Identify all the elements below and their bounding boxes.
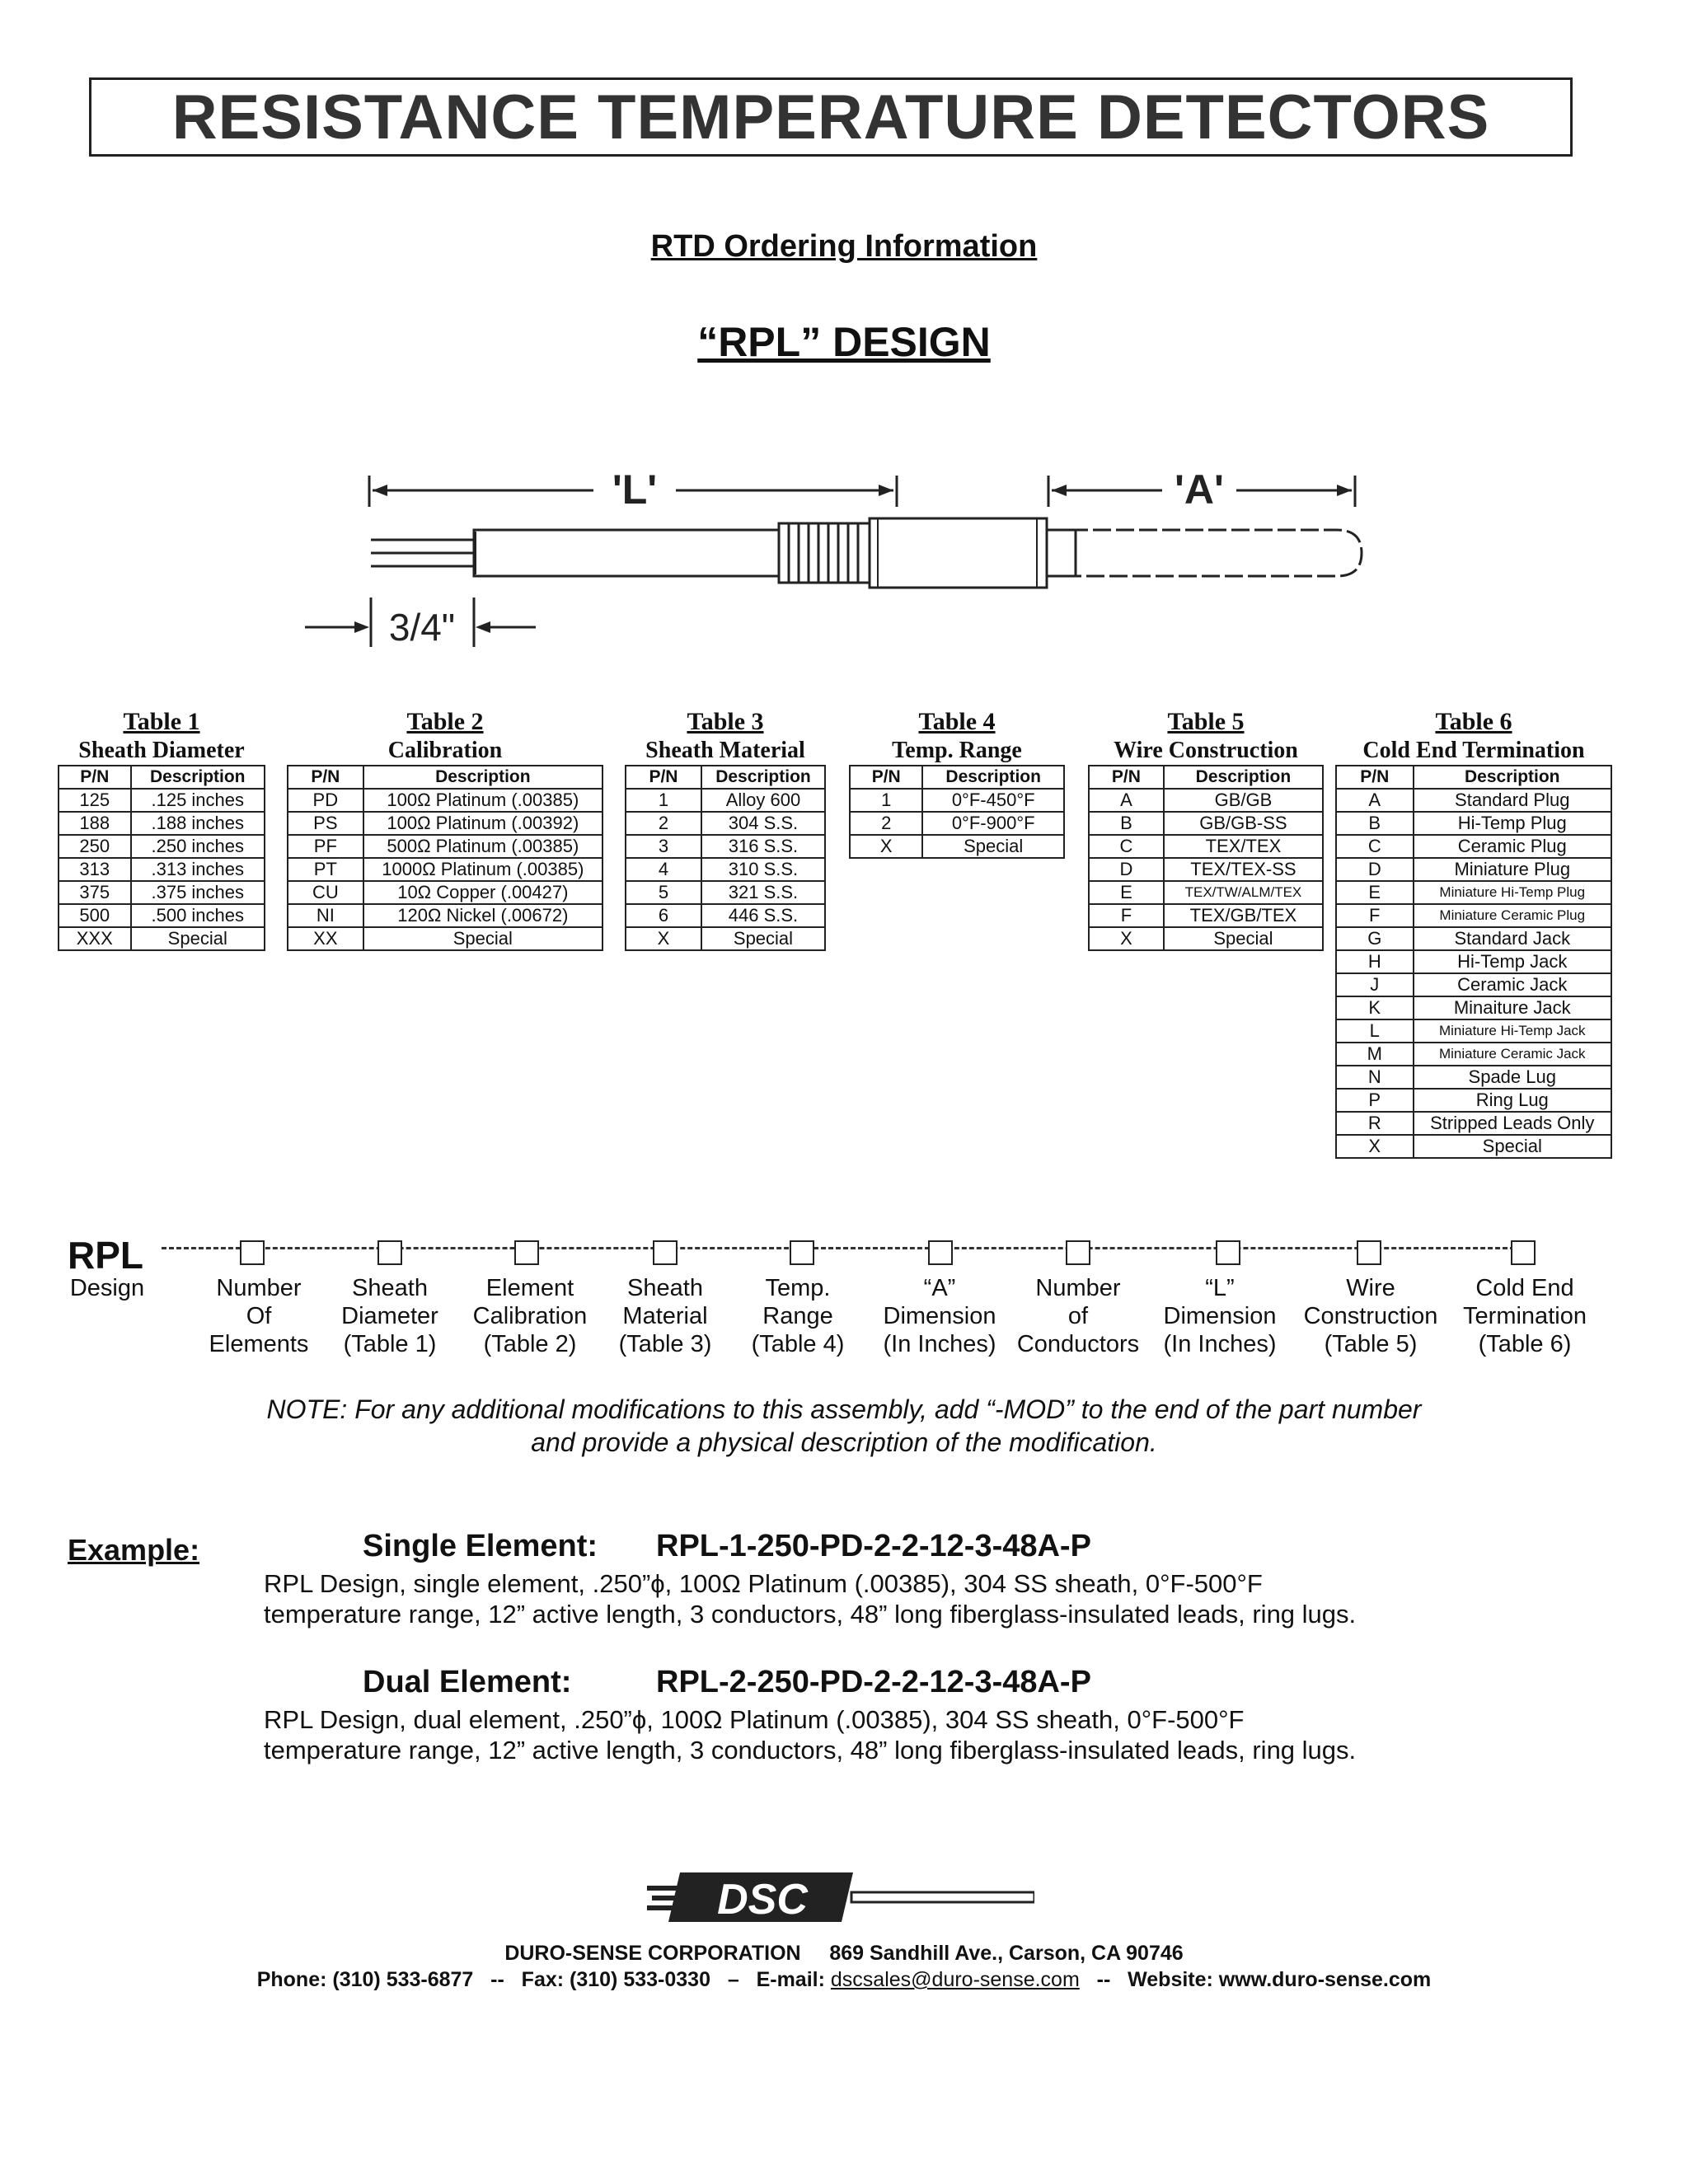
cell-pn: N bbox=[1336, 1066, 1414, 1089]
cell-description: Miniature Ceramic Jack bbox=[1414, 1043, 1611, 1066]
table-row bbox=[59, 835, 265, 858]
cell-description: Special bbox=[701, 927, 825, 950]
company-address: 869 Sandhill Ave., Carson, CA 90746 bbox=[829, 1942, 1184, 1965]
cell-description: Alloy 600 bbox=[701, 789, 825, 812]
cell-description: Hi-Temp Jack bbox=[1414, 950, 1611, 973]
table-row bbox=[59, 927, 265, 950]
cell-description: Miniature Hi-Temp Jack bbox=[1414, 1019, 1611, 1043]
table-subtitle: Wire Construction bbox=[1114, 738, 1298, 763]
cell-pn: 375 bbox=[59, 881, 131, 904]
cell-pn: E bbox=[1336, 881, 1414, 904]
cell-pn: J bbox=[1336, 973, 1414, 996]
probe-tip bbox=[1047, 530, 1362, 576]
table-row bbox=[59, 904, 265, 927]
table-row bbox=[1336, 1112, 1611, 1135]
cell-pn: 250 bbox=[59, 835, 131, 858]
cell-description: 316 S.S. bbox=[701, 835, 825, 858]
dim-lead-arrow-left bbox=[354, 621, 369, 633]
table-title: Table 1 bbox=[123, 708, 200, 735]
dim-l-arrow-left bbox=[373, 485, 387, 496]
table-row bbox=[1089, 789, 1323, 812]
field-label-sheath-diameter: Sheath Diameter (Table 1) bbox=[341, 1275, 438, 1357]
cell-pn: A bbox=[1089, 789, 1164, 812]
cell-pn: NI bbox=[288, 904, 363, 927]
table-row bbox=[1336, 904, 1611, 927]
temp-range-table bbox=[849, 765, 1065, 859]
page-title: RESISTANCE TEMPERATURE DETECTORS bbox=[171, 82, 1490, 152]
table-2 bbox=[287, 707, 603, 951]
cell-description: 500Ω Platinum (.00385) bbox=[363, 835, 603, 858]
field-label-elements: Number Of Elements bbox=[209, 1275, 309, 1357]
table-5 bbox=[1088, 707, 1324, 951]
cell-description: .125 inches bbox=[131, 789, 265, 812]
website: Website: www.duro-sense.com bbox=[1128, 1968, 1432, 1991]
cell-description: Minaiture Jack bbox=[1414, 996, 1611, 1019]
cell-description: .500 inches bbox=[131, 904, 265, 927]
dim-l-arrow-right bbox=[879, 485, 893, 496]
table-subtitle: Sheath Diameter bbox=[78, 738, 245, 763]
table-row bbox=[1336, 973, 1611, 996]
cell-description: Special bbox=[1164, 927, 1323, 950]
cell-description: 446 S.S. bbox=[701, 904, 825, 927]
single-element-description bbox=[264, 1568, 1356, 1629]
col-description: Description bbox=[363, 766, 603, 789]
table-6 bbox=[1335, 707, 1612, 1159]
cell-pn: PF bbox=[288, 835, 363, 858]
cell-pn: L bbox=[1336, 1019, 1414, 1043]
design-title: “RPL” DESIGN bbox=[697, 319, 991, 365]
cell-pn: P bbox=[1336, 1089, 1414, 1112]
pn-box-sheath-material bbox=[653, 1240, 678, 1265]
dim-lead-arrow-right bbox=[476, 621, 490, 633]
cell-description: 321 S.S. bbox=[701, 881, 825, 904]
field-label-l-dimension: “L” Dimension (In Inches) bbox=[1163, 1275, 1277, 1357]
cell-description: TEX/TEX bbox=[1164, 835, 1323, 858]
table-row bbox=[288, 835, 603, 858]
table-row bbox=[1336, 1089, 1611, 1112]
field-label-a-dimension: “A” Dimension (In Inches) bbox=[883, 1275, 996, 1357]
col-description: Description bbox=[131, 766, 265, 789]
fax: Fax: (310) 533-0330 bbox=[521, 1968, 710, 1991]
description-line: RPL Design, dual element, .250”ϕ, 100Ω Platinum (.00385), 304 SS sheath, 0°F-500°F bbox=[264, 1705, 1245, 1734]
table-row bbox=[1089, 812, 1323, 835]
table-3 bbox=[625, 707, 826, 951]
cell-pn: CU bbox=[288, 881, 363, 904]
table-subtitle: Calibration bbox=[387, 738, 503, 763]
cell-pn: PS bbox=[288, 812, 363, 835]
table-row bbox=[850, 835, 1064, 858]
dual-element-code: RPL-2-250-PD-2-2-12-3-48A-P bbox=[656, 1665, 1091, 1699]
cell-pn: H bbox=[1336, 950, 1414, 973]
table-subtitle: Temp. Range bbox=[892, 738, 1022, 763]
field-label-wire-construction: Wire Construction (Table 5) bbox=[1303, 1275, 1438, 1357]
table-row bbox=[59, 858, 265, 881]
dim-l-label: 'L' bbox=[612, 466, 658, 513]
table-row bbox=[1336, 996, 1611, 1019]
sheath-diameter-table bbox=[58, 765, 265, 951]
cell-description: 310 S.S. bbox=[701, 858, 825, 881]
table-row bbox=[1336, 835, 1611, 858]
table-row bbox=[1336, 789, 1611, 812]
description-line: temperature range, 12” active length, 3 conductors, 48” long fiberglass-insulated leads, ring lugs. bbox=[264, 1600, 1357, 1629]
cell-pn: X bbox=[850, 835, 922, 858]
cell-description: Spade Lug bbox=[1414, 1066, 1611, 1089]
single-element-code: RPL-1-250-PD-2-2-12-3-48A-P bbox=[656, 1529, 1091, 1563]
table-row bbox=[288, 904, 603, 927]
col-pn: P/N bbox=[288, 766, 363, 789]
calibration-table bbox=[287, 765, 603, 951]
dim-lead-label: 3/4" bbox=[388, 606, 456, 649]
table-row bbox=[626, 835, 825, 858]
cell-pn: XXX bbox=[59, 927, 131, 950]
table-row bbox=[626, 812, 825, 835]
cell-description: 100Ω Platinum (.00385) bbox=[363, 789, 603, 812]
table-row bbox=[288, 858, 603, 881]
logo-text: DSC bbox=[717, 1876, 808, 1924]
email-label: E-mail: bbox=[756, 1968, 825, 1991]
subtitle: RTD Ordering Information bbox=[650, 229, 1038, 264]
table-row bbox=[1089, 858, 1323, 881]
cell-pn: X bbox=[1089, 927, 1164, 950]
single-element-label: Single Element: bbox=[363, 1529, 598, 1563]
part-number-prefix: RPL bbox=[68, 1234, 143, 1277]
cell-description: Standard Plug bbox=[1414, 789, 1611, 812]
col-pn: P/N bbox=[626, 766, 701, 789]
col-pn: P/N bbox=[850, 766, 922, 789]
cell-description: Stripped Leads Only bbox=[1414, 1112, 1611, 1135]
field-label-temp-range: Temp. Range (Table 4) bbox=[751, 1275, 845, 1357]
cell-pn: 188 bbox=[59, 812, 131, 835]
description-line: temperature range, 12” active length, 3 conductors, 48” long fiberglass-insulated leads, ring lugs. bbox=[264, 1736, 1357, 1765]
cell-description: .375 inches bbox=[131, 881, 265, 904]
col-description: Description bbox=[701, 766, 825, 789]
cell-pn: C bbox=[1336, 835, 1414, 858]
cell-pn: G bbox=[1336, 927, 1414, 950]
table-row bbox=[1089, 904, 1323, 927]
cell-description: 120Ω Nickel (.00672) bbox=[363, 904, 603, 927]
col-description: Description bbox=[922, 766, 1064, 789]
table-row bbox=[288, 881, 603, 904]
table-row bbox=[288, 927, 603, 950]
table-title: Table 3 bbox=[687, 708, 764, 735]
cell-pn: K bbox=[1336, 996, 1414, 1019]
cell-description: .313 inches bbox=[131, 858, 265, 881]
table-subtitle: Cold End Termination bbox=[1362, 738, 1585, 763]
table-row bbox=[1336, 927, 1611, 950]
table-row bbox=[1089, 881, 1323, 904]
table-row bbox=[1336, 1135, 1611, 1158]
table-row bbox=[1336, 1066, 1611, 1089]
field-label-conductors: Number of Conductors bbox=[1016, 1275, 1140, 1357]
threaded-fitting bbox=[779, 523, 870, 583]
cell-pn: F bbox=[1336, 904, 1414, 927]
cell-pn: PT bbox=[288, 858, 363, 881]
table-row bbox=[850, 789, 1064, 812]
cell-pn: X bbox=[1336, 1135, 1414, 1158]
table-4 bbox=[849, 707, 1065, 859]
col-description: Description bbox=[1164, 766, 1323, 789]
pn-box-temp-range bbox=[790, 1240, 814, 1265]
table-row bbox=[626, 789, 825, 812]
cell-pn: 125 bbox=[59, 789, 131, 812]
description-line: RPL Design, single element, .250”ϕ, 100Ω Platinum (.00385), 304 SS sheath, 0°F-500°F bbox=[264, 1569, 1263, 1598]
col-pn: P/N bbox=[1089, 766, 1164, 789]
pn-box-wire-construction bbox=[1357, 1240, 1381, 1265]
cell-description: GB/GB bbox=[1164, 789, 1323, 812]
pn-box-calibration bbox=[514, 1240, 539, 1265]
cell-description: TEX/TW/ALM/TEX bbox=[1164, 881, 1323, 904]
cell-pn: 313 bbox=[59, 858, 131, 881]
table-row bbox=[1336, 1043, 1611, 1066]
cell-pn: D bbox=[1089, 858, 1164, 881]
table-row bbox=[59, 789, 265, 812]
cell-pn: XX bbox=[288, 927, 363, 950]
table-subtitle: Sheath Material bbox=[645, 738, 805, 763]
cell-pn: X bbox=[626, 927, 701, 950]
dim-a-arrow-left bbox=[1052, 485, 1067, 496]
table-row bbox=[850, 812, 1064, 835]
table-row bbox=[59, 881, 265, 904]
cell-description: 10Ω Copper (.00427) bbox=[363, 881, 603, 904]
field-label-calibration: Element Calibration (Table 2) bbox=[472, 1275, 588, 1357]
company-logo bbox=[647, 1863, 1034, 1929]
cell-description: TEX/GB/TEX bbox=[1164, 904, 1323, 927]
field-label-design: Design bbox=[69, 1275, 145, 1301]
col-pn: P/N bbox=[59, 766, 131, 789]
cell-pn: 6 bbox=[626, 904, 701, 927]
rtd-diagram bbox=[297, 457, 1385, 655]
table-row bbox=[626, 904, 825, 927]
dual-element-description bbox=[264, 1704, 1356, 1765]
cold-end-termination-table bbox=[1335, 765, 1612, 1159]
modification-note bbox=[0, 1393, 1688, 1459]
cell-description: TEX/TEX-SS bbox=[1164, 858, 1323, 881]
field-label-sheath-material: Sheath Material (Table 3) bbox=[618, 1275, 712, 1357]
pn-box-cold-end bbox=[1511, 1240, 1536, 1265]
cell-description: Ceramic Plug bbox=[1414, 835, 1611, 858]
cell-pn: 2 bbox=[626, 812, 701, 835]
table-row bbox=[288, 789, 603, 812]
cell-description: Special bbox=[131, 927, 265, 950]
cell-description: Miniature Plug bbox=[1414, 858, 1611, 881]
cell-description: Hi-Temp Plug bbox=[1414, 812, 1611, 835]
phone: Phone: (310) 533-6877 bbox=[256, 1968, 474, 1991]
cell-description: 0°F-450°F bbox=[922, 789, 1064, 812]
example-label: Example: bbox=[68, 1533, 200, 1567]
contact-line: Phone: (310) 533-6877 -- Fax: (310) 533-0330 – E-mail: dscsales@duro-sense.com -- Website: www.duro-sense.com bbox=[256, 1968, 1432, 1991]
dual-element-label: Dual Element: bbox=[363, 1665, 572, 1699]
field-label-cold-end: Cold End Termination (Table 6) bbox=[1463, 1275, 1587, 1357]
cell-description: Ceramic Jack bbox=[1414, 973, 1611, 996]
cell-pn: 1 bbox=[850, 789, 922, 812]
cell-description: 304 S.S. bbox=[701, 812, 825, 835]
pn-box-l-dimension bbox=[1216, 1240, 1240, 1265]
cell-pn: C bbox=[1089, 835, 1164, 858]
table-row bbox=[626, 927, 825, 950]
cell-pn: E bbox=[1089, 881, 1164, 904]
cell-description: Miniature Ceramic Plug bbox=[1414, 904, 1611, 927]
cell-pn: B bbox=[1336, 812, 1414, 835]
wire-construction-table bbox=[1088, 765, 1324, 951]
company-name: DURO-SENSE CORPORATION bbox=[504, 1942, 801, 1965]
cell-description: Ring Lug bbox=[1414, 1089, 1611, 1112]
cell-pn: 500 bbox=[59, 904, 131, 927]
table-row bbox=[626, 881, 825, 904]
table-row bbox=[1336, 881, 1611, 904]
col-description: Description bbox=[1414, 766, 1611, 789]
part-number-dashed-line bbox=[162, 1247, 1530, 1249]
dim-a-arrow-right bbox=[1337, 485, 1352, 496]
table-title: Table 5 bbox=[1167, 708, 1245, 735]
dim-a-label: 'A' bbox=[1175, 466, 1224, 513]
cell-pn: 3 bbox=[626, 835, 701, 858]
cell-pn: 2 bbox=[850, 812, 922, 835]
sheath-material-table bbox=[625, 765, 826, 951]
table-row bbox=[1089, 927, 1323, 950]
cell-pn: D bbox=[1336, 858, 1414, 881]
cell-description: Special bbox=[1414, 1135, 1611, 1158]
note-line-1: NOTE: For any additional modifications to this assembly, add “-MOD” to the end of the part number bbox=[266, 1394, 1422, 1424]
cell-pn: 1 bbox=[626, 789, 701, 812]
table-title: Table 6 bbox=[1435, 708, 1512, 735]
cell-description: Special bbox=[922, 835, 1064, 858]
cell-description: 0°F-900°F bbox=[922, 812, 1064, 835]
cell-pn: B bbox=[1089, 812, 1164, 835]
cell-description: 1000Ω Platinum (.00385) bbox=[363, 858, 603, 881]
cell-pn: PD bbox=[288, 789, 363, 812]
pn-box-sheath-diameter bbox=[377, 1240, 402, 1265]
cell-description: 100Ω Platinum (.00392) bbox=[363, 812, 603, 835]
pn-box-conductors bbox=[1066, 1240, 1090, 1265]
table-row bbox=[1336, 812, 1611, 835]
cell-pn: F bbox=[1089, 904, 1164, 927]
pn-box-elements bbox=[240, 1240, 265, 1265]
hex-body bbox=[870, 518, 1047, 588]
cell-pn: 4 bbox=[626, 858, 701, 881]
cell-description: Miniature Hi-Temp Plug bbox=[1414, 881, 1611, 904]
table-row bbox=[288, 812, 603, 835]
cell-pn: 5 bbox=[626, 881, 701, 904]
title-banner bbox=[89, 77, 1573, 157]
pn-box-a-dimension bbox=[928, 1240, 953, 1265]
table-title: Table 4 bbox=[918, 708, 996, 735]
table-row bbox=[1089, 835, 1323, 858]
note-line-2: and provide a physical description of the modification. bbox=[531, 1427, 1157, 1457]
cell-description: GB/GB-SS bbox=[1164, 812, 1323, 835]
cell-description: Standard Jack bbox=[1414, 927, 1611, 950]
table-row bbox=[1336, 858, 1611, 881]
cell-pn: R bbox=[1336, 1112, 1414, 1135]
cell-description: .250 inches bbox=[131, 835, 265, 858]
cell-description: .188 inches bbox=[131, 812, 265, 835]
table-row bbox=[1336, 1019, 1611, 1043]
table-row bbox=[626, 858, 825, 881]
email-link[interactable]: dscsales@duro-sense.com bbox=[830, 1968, 1080, 1991]
col-pn: P/N bbox=[1336, 766, 1414, 789]
table-1 bbox=[58, 707, 265, 951]
table-row bbox=[59, 812, 265, 835]
table-title: Table 2 bbox=[406, 708, 484, 735]
company-address-line bbox=[0, 1942, 1688, 1966]
cell-pn: A bbox=[1336, 789, 1414, 812]
cell-description: Special bbox=[363, 927, 603, 950]
cell-pn: M bbox=[1336, 1043, 1414, 1066]
table-row bbox=[1336, 950, 1611, 973]
